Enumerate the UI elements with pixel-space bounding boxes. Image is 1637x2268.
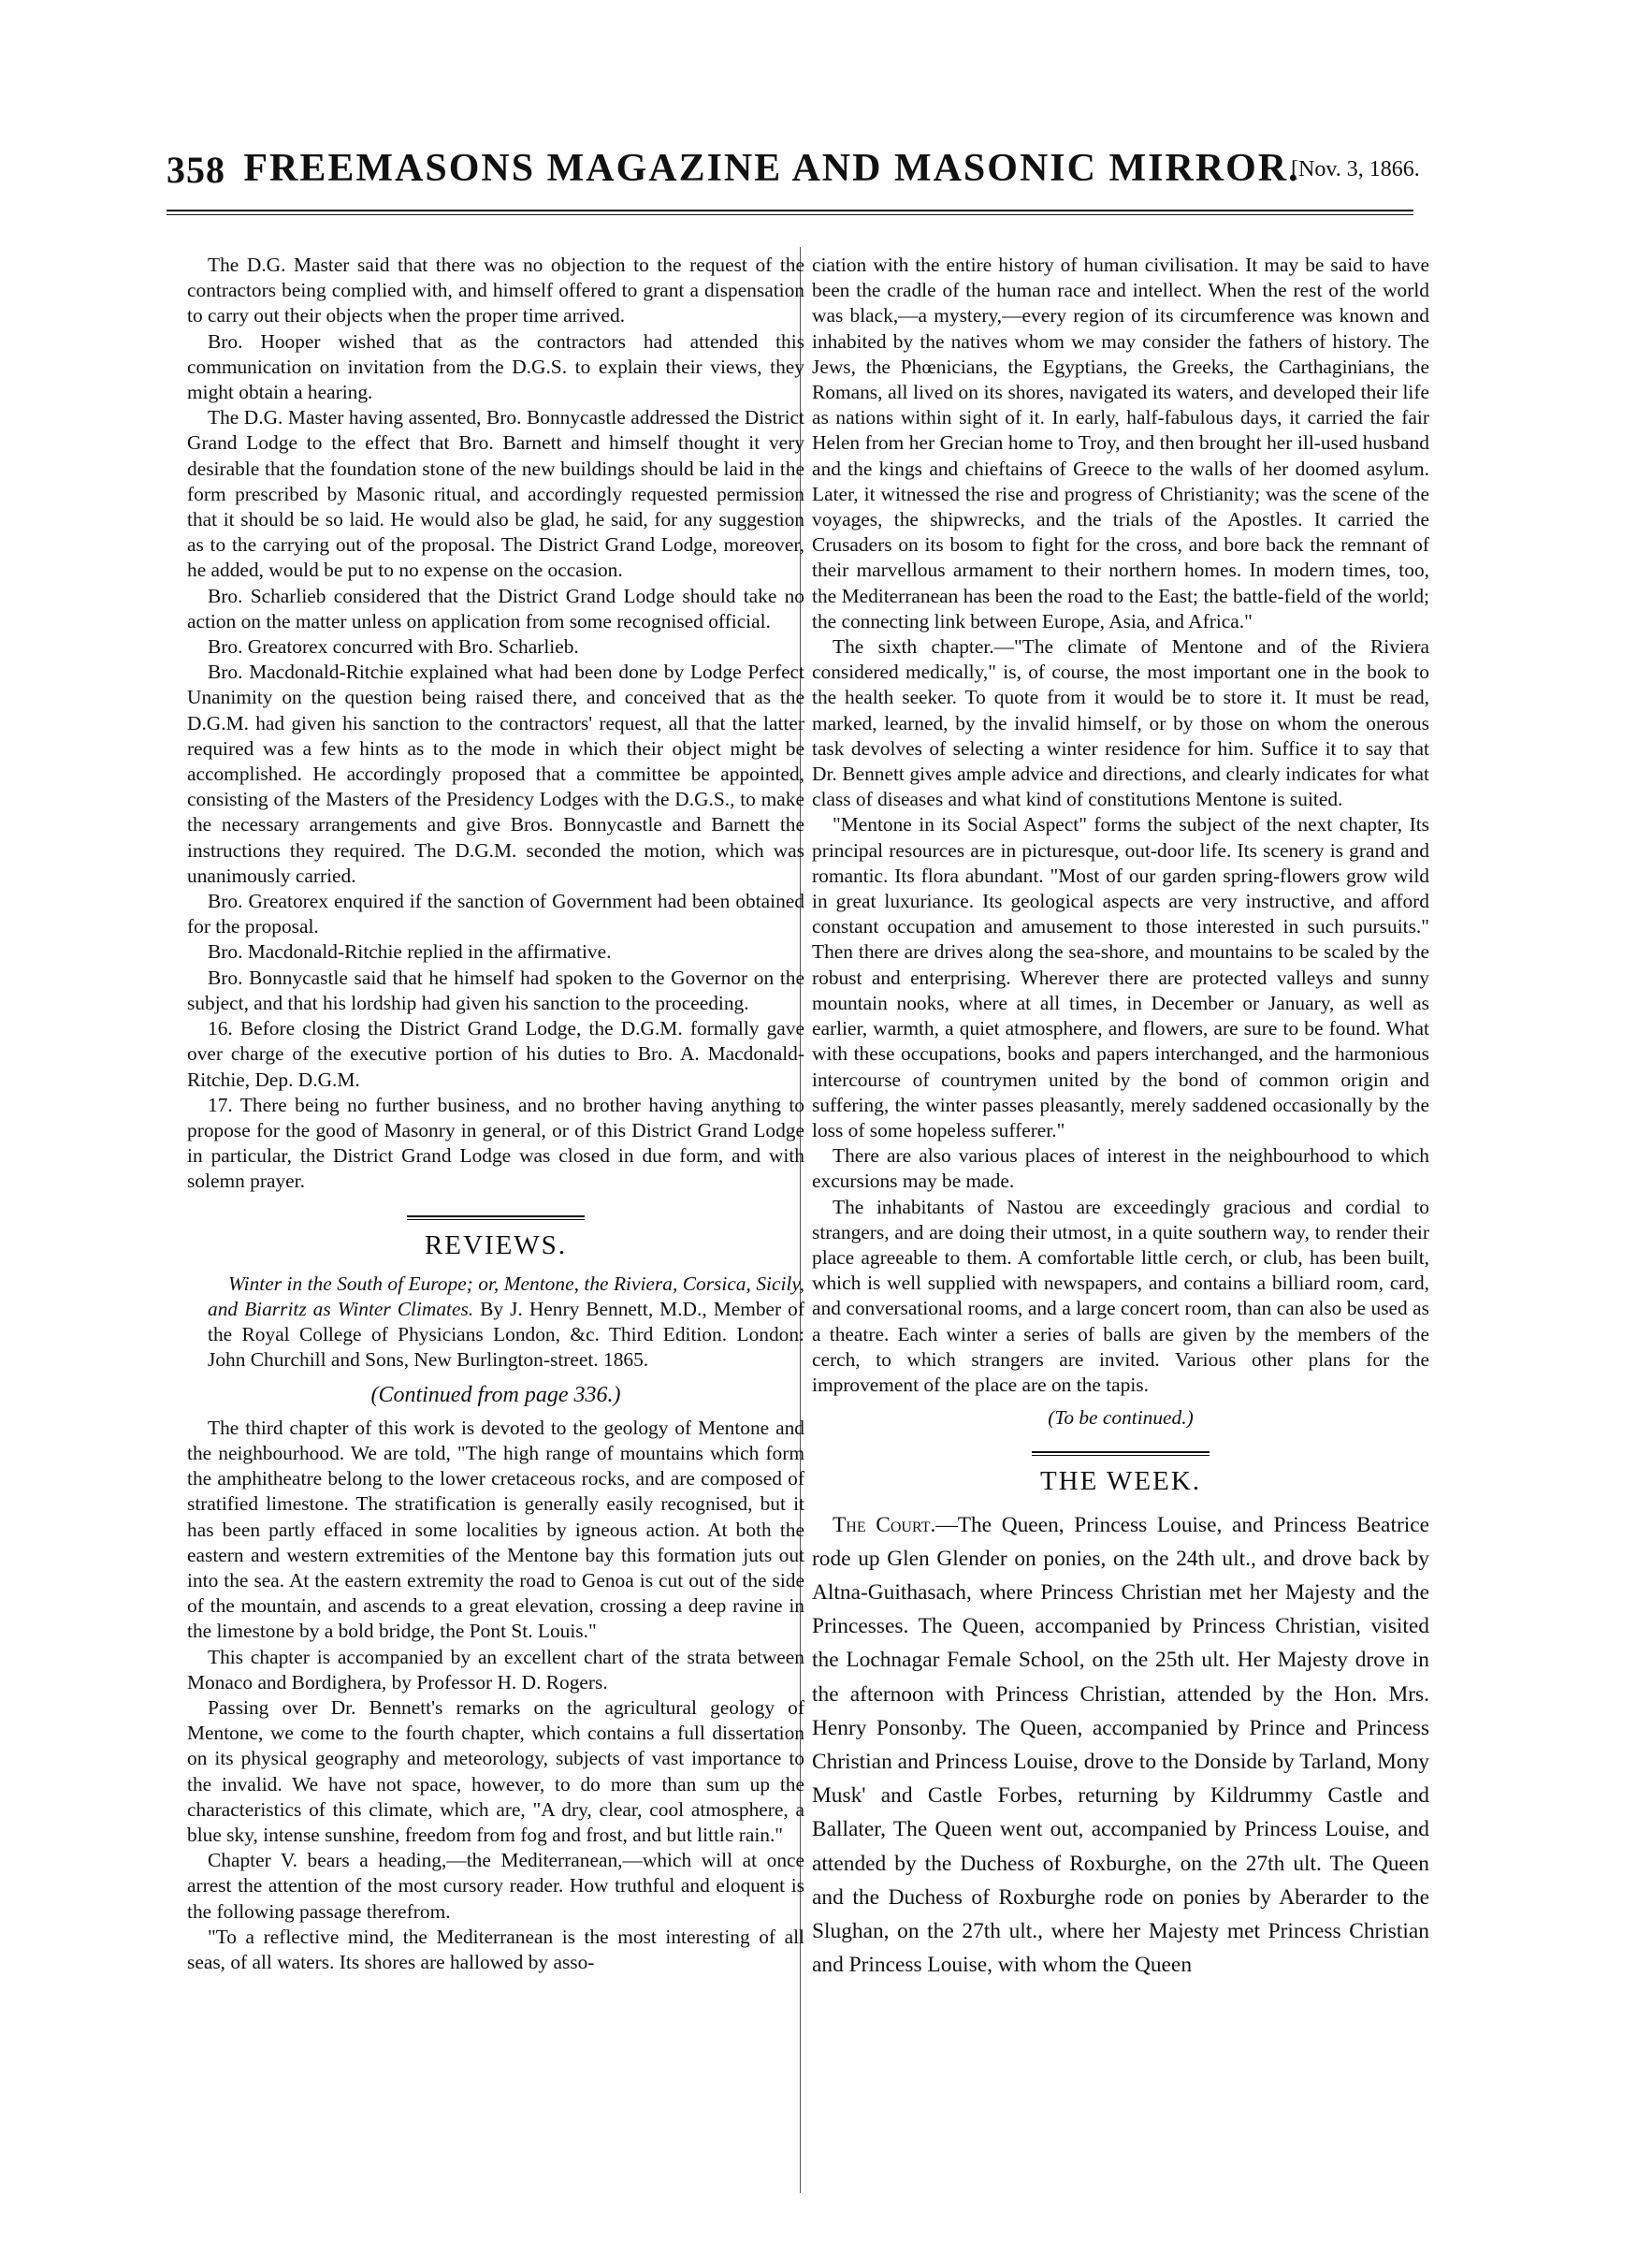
lodge-paragraph: Bro. Macdonald-Ritchie replied in the affirmative. xyxy=(208,940,612,964)
book-details: By J. Henry Bennett, M.D., Member of the Royal College of Physicians London, &c. Third Edition. London: John Churchill and Sons, New Burlington-street. 1865. xyxy=(208,1297,804,1372)
lodge-paragraph: Bro. Greatorex enquired if the sanction of Government had been obtained for the proposal. xyxy=(187,890,804,938)
book-title: Winter in the South of Europe; or, Mentone, the Riviera, Corsica, Sicily, and Biarritz as Winter Climates. xyxy=(208,1272,804,1320)
review-paragraph: This chapter is accompanied by an excellent chart of the strata between Monaco and Bordighera, by Professor H. D. Rogers. xyxy=(187,1645,804,1694)
header-rule xyxy=(167,210,1413,215)
court-lead-in: The Court. xyxy=(833,1512,936,1537)
review-paragraph: The sixth chapter.—"The climate of Mentone and of the Riviera considered medically," is, of course, the most important one in the book to the health seeker. To quote from it would be to store it. It must be read, marked, learned, by the invalid himself, or by those on whom the onerous task devolves of selecting a winter residence for him. Suffice it to say that Dr. Bennett gives ample advice and directions, and clearly indicates for what class of diseases and what kind of constitutions Mentone is suited. xyxy=(812,635,1429,811)
the-week-paragraph xyxy=(812,1508,1429,1983)
section-rule xyxy=(1032,1451,1210,1456)
lodge-paragraph: The D.G. Master having assented, Bro. Bonnycastle addressed the District Grand Lodge to the effect that Bro. Barnett and himself thought it very desirable that the foundation stone of the new buildings should be laid in the form prescribed by Masonic ritual, and accordingly requested permission that it should be so laid. He would also be glad, he said, for any suggestion as to the carrying out of the proposal. The District Grand Lodge, moreover, he added, would be put to no expense on the occasion. xyxy=(187,406,804,582)
lodge-paragraph: Bro. Scharlieb considered that the District Grand Lodge should take no action on the matter unless on application from some recognised official. xyxy=(187,584,804,632)
the-week-heading: THE WEEK. xyxy=(1039,1466,1202,1497)
review-paragraph: There are also various places of interest in the neighbourhood to which excursions may be made. xyxy=(812,1144,1429,1193)
book-citation xyxy=(187,1272,804,1374)
review-paragraph: The third chapter of this work is devoted to the geology of Mentone and the neighbourhood. We are told, "The high range of mountains which form the amphitheatre belong to the lower cretaceous rocks, and are composed of stratified limestone. The stratification is generally easily recognised, but it has been partly effaced in some localities by igneous action. At both the eastern and western extremities of the Mentone bay this formation juts out into the sea. At the eastern extremity the road to Genoa is cut out of the side of the mountain, and ascends to a great elevation, crossing a deep ravine in the limestone by a bold bridge, the Pont St. Louis." xyxy=(187,1416,804,1643)
review-paragraph: The inhabitants of Nastou are exceedingly gracious and cordial to strangers, and are doing their utmost, in a quite southern way, to render their place agreeable to them. A comfortable little cerch, or club, has been built, which is well supplied with newspapers, and contains a billiard room, card, and conversational rooms, and a large concert room, than can also be used as a theatre. Each winter a series of balls are given by the members of the cerch, to which strangers are invited. Various other plans for the improvement of the place are on the tapis. xyxy=(812,1195,1429,1396)
issue-date: [Nov. 3, 1866. xyxy=(1291,157,1420,182)
lodge-paragraph: 16. Before closing the District Grand Lodge, the D.G.M. formally gave over charge of the executive portion of his duties to Bro. A. Macdonald-Ritchie, Dep. D.G.M. xyxy=(187,1017,804,1091)
court-text: —The Queen, Princess Louise, and Princess Beatrice rode up Glen Glender on ponies, on the 24th ult., and drove back by Altna-Guithasach, where Princess Christian met her Majesty and the Princesses. The Queen, accompanied by Princess Christian, visited the Lochnagar Female School, on the 25th ult. Her Majesty drove in the afternoon with Princess Christian, attended by the Hon. Mrs. Henry Ponsonby. The Queen, accompanied by Prince and Princess Christian and Princess Louise, drove to the Donside by Tarland, Mony Musk' and Castle Forbes, returning by Kildrummy Castle and Ballater, The Queen went out, accompanied by Princess Louise, and attended by the Duchess of Roxburghe, on the 27th ult. The Queen and the Duchess of Roxburghe rode on ponies by Aberarder to the Slughan, on the 27th ult., where her Majesty met Princess Christian and Princess Louise, with whom the Queen xyxy=(812,1512,1429,1978)
lodge-paragraph: Bro. Greatorex concurred with Bro. Scharlieb. xyxy=(208,635,579,659)
lodge-paragraph: 17. There being no further business, and no brother having anything to propose for the good of Masonry in general, or of this District Grand Lodge in particular, the District Grand Lodge was closed in due form, and with solemn prayer. xyxy=(187,1093,804,1193)
section-rule xyxy=(407,1215,585,1220)
continued-from-note: (Continued from page 336.) xyxy=(370,1382,621,1407)
lodge-paragraph: Bro. Macdonald-Ritchie explained what had been done by Lodge Perfect Unanimity on the question being raised there, and conceived that as the D.G.M. had given his sanction to the contractors' request, all that the latter required was a few hints as to the mode in which their object might be accomplished. He accordingly proposed that a committee be appointed, consisting of the Masters of the Presidency Lodges with the D.G.S., to make the necessary arrangements and give Bros. Bonnycastle and Barnett the instructions they required. The D.G.M. seconded the motion, which was unanimously carried. xyxy=(187,661,804,887)
review-paragraph: Passing over Dr. Bennett's remarks on the agricultural geology of Mentone, we come to the fourth chapter, which contains a full dissertation on its physical geography and meteorology, subjects of vast importance to the invalid. We have not space, however, to do more than sum up the characteristics of this climate, which are, "A dry, clear, cool atmosphere, a blue sky, intense sunshine, freedom from fog and frost, and but little rain." xyxy=(187,1695,804,1846)
page-number: 358 xyxy=(167,149,225,191)
masthead-title: FREEMASONS MAGAZINE AND MASONIC MIRROR. xyxy=(243,147,1300,190)
review-paragraph: "To a reflective mind, the Mediterranean is the most interesting of all seas, of all waters. Its shores are hallowed by asso- xyxy=(187,1925,804,1973)
review-paragraph: Chapter V. bears a heading,—the Mediterranean,—which will at once arrest the attention of the most cursory reader. How truthful and eloquent is the following passage therefrom. xyxy=(187,1849,804,1923)
to-be-continued-note: (To be continued.) xyxy=(1048,1406,1194,1430)
lodge-paragraph: Bro. Hooper wished that as the contractors had attended this communication on invitation from the D.G.S. to explain their views, they might obtain a hearing. xyxy=(187,329,804,404)
left-column xyxy=(187,253,804,1975)
lodge-paragraph: Bro. Bonnycastle said that he himself had spoken to the Governor on the subject, and that his lordship had given his sanction to the proceeding. xyxy=(187,966,804,1014)
review-paragraph: "Mentone in its Social Aspect" forms the subject of the next chapter, Its principal resources are in picturesque, out-door life. Its scenery is grand and romantic. Its flora abundant. "Most of our garden spring-flowers grow wild in great luxuriance. Its geological aspects are very instructive, and afford constant occupation and amusement to those interested in such pursuits." Then there are drives along the sea-shore, and mountains to be scaled by the robust and enterprising. Wherever there are protected valleys and sunny mountain nooks, where at all times, in December or January, as well as earlier, warmth, a quiet atmosphere, and flowers, are sure to be found. What with these occupations, books and papers interchanged, and the harmonious intercourse of countrymen united by the bond of common origin and suffering, the winter passes pleasantly, merely saddened occasionally by the loss of some hopeless sufferer." xyxy=(812,813,1429,1141)
review-paragraph: ciation with the entire history of human civilisation. It may be said to have been the cradle of the human race and intellect. When the rest of the world was black,—a mystery,—every region of its circumference was known and inhabited by the natives whom we may consider the fathers of history. The Jews, the Phœnicians, the Egyptians, the Greeks, the Carthaginians, the Romans, all lived on its shores, navigated its waters, and developed their life as nations within sight of it. In early, half-fabulous days, it carried the fair Helen from her Grecian home to Troy, and then brought her ill-used husband and the kings and chieftains of Greece to the walls of her doomed asylum. Later, it witnessed the rise and progress of Christianity; was the scene of the voyages, the shipwrecks, and the trials of the Apostles. It carried the Crusaders on its bosom to fight for the cross, and bore back the remnant of their marvellous armament to their northern homes. In modern times, too, the Mediterranean has been the road to the East; the battle-field of the world; the connecting link between Europe, Asia, and Africa." xyxy=(812,254,1429,632)
reviews-heading: REVIEWS. xyxy=(424,1229,568,1260)
right-column xyxy=(812,253,1429,1982)
lodge-paragraph: The D.G. Master said that there was no objection to the request of the contractors being complied with, and himself offered to grant a dispensation to carry out their objects when the proper time arrived. xyxy=(187,254,804,327)
